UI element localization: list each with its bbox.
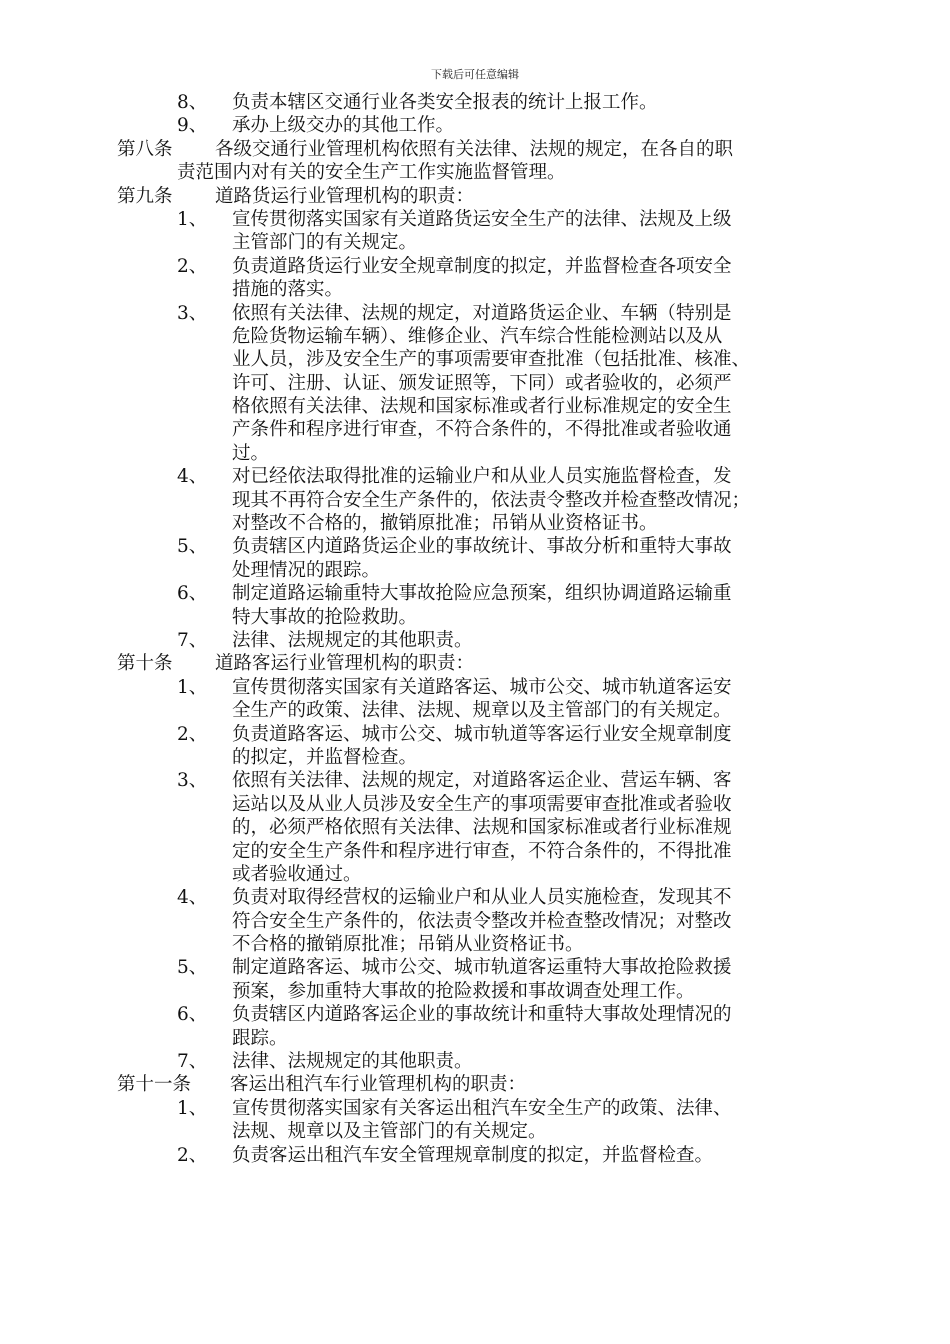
item-number: 6、 — [177, 1004, 208, 1026]
item-number: 1、 — [177, 208, 208, 230]
item-number: 3、 — [177, 302, 208, 324]
item-number: 5、 — [177, 957, 208, 979]
item-text: 预案，参加重特大事故的抢险救援和事故调查处理工作。 — [232, 980, 695, 1002]
item-text: 法律、法规规定的其他职责。 — [232, 1051, 473, 1073]
list-item-continuation — [0, 418, 950, 441]
list-item — [0, 769, 950, 792]
item-text: 主管部门的有关规定。 — [232, 232, 418, 254]
article-heading — [0, 1073, 950, 1096]
item-text: 宣传贯彻落实国家有关道路货运安全生产的法律、法规及上级 — [232, 208, 732, 230]
item-text: 法规、规章以及主管部门的有关规定。 — [232, 1121, 547, 1143]
list-item-continuation — [0, 933, 950, 956]
item-number: 9、 — [177, 115, 208, 137]
list-item-continuation — [0, 372, 950, 395]
item-text: 对已经依法取得批准的运输业户和从业人员实施监督检查，发 — [232, 466, 732, 488]
list-item-continuation — [0, 1027, 950, 1050]
article-label: 第九条 — [117, 185, 173, 207]
article-continuation — [0, 161, 950, 184]
item-text: 对整改不合格的，撤销原批准；吊销从业资格证书。 — [232, 513, 658, 535]
item-number: 2、 — [177, 255, 208, 277]
item-text: 法律、法规规定的其他职责。 — [232, 629, 473, 651]
item-number: 1、 — [177, 676, 208, 698]
list-item-continuation — [0, 910, 950, 933]
document-body — [0, 91, 950, 1167]
list-item — [0, 114, 950, 137]
list-item — [0, 302, 950, 325]
item-text: 定的安全生产条件和程序进行审查，不符合条件的，不得批准 — [232, 840, 732, 862]
item-text: 的，必须严格依照有关法律、法规和国家标准或者行业标准规 — [232, 817, 732, 839]
item-text: 处理情况的跟踪。 — [232, 559, 381, 581]
item-number: 3、 — [177, 770, 208, 792]
item-text: 负责本辖区交通行业各类安全报表的统计上报工作。 — [232, 92, 658, 113]
list-item — [0, 535, 950, 558]
item-text: 负责辖区内道路货运企业的事故统计、事故分析和重特大事故 — [232, 536, 732, 558]
item-number: 7、 — [177, 1051, 208, 1073]
list-item — [0, 582, 950, 605]
item-text: 过。 — [232, 442, 270, 464]
item-number: 6、 — [177, 583, 208, 605]
article-heading — [0, 185, 950, 208]
item-number: 7、 — [177, 629, 208, 651]
article-heading — [0, 138, 950, 161]
item-text: 许可、注册、认证、颁发证照等，下同）或者验收的，必须严 — [232, 372, 732, 394]
item-text: 运站以及从业人员涉及安全生产的事项需要审查批准或者验收 — [232, 793, 732, 815]
item-number: 4、 — [177, 887, 208, 909]
item-text: 危险货物运输车辆）、维修企业、汽车综合性能检测站以及从 — [232, 325, 723, 347]
article-label: 第十条 — [117, 653, 173, 675]
item-text: 全生产的政策、法律、法规、规章以及主管部门的有关规定。 — [232, 700, 732, 722]
list-item — [0, 1003, 950, 1026]
article-text: 各级交通行业管理机构依照有关法律、法规的规定，在各自的职 — [215, 138, 734, 160]
item-text: 制定道路客运、城市公交、城市轨道客运重特大事故抢险救援 — [232, 957, 732, 979]
item-text: 的拟定，并监督检查。 — [232, 746, 418, 768]
item-text: 不合格的撤销原批准；吊销从业资格证书。 — [232, 934, 584, 956]
item-text: 承办上级交办的其他工作。 — [232, 115, 455, 137]
list-item-continuation — [0, 793, 950, 816]
list-item — [0, 255, 950, 278]
item-text: 跟踪。 — [232, 1027, 288, 1049]
list-item-continuation — [0, 699, 950, 722]
item-number: 5、 — [177, 536, 208, 558]
list-item-continuation — [0, 1120, 950, 1143]
item-number: 8、 — [177, 92, 208, 113]
item-text: 业人员，涉及安全生产的事项需要审查批准（包括批准、核准、 — [232, 349, 751, 371]
list-item-continuation — [0, 348, 950, 371]
list-item — [0, 886, 950, 909]
page-header: 下载后可任意编辑 — [431, 68, 519, 81]
item-text: 或者验收通过。 — [232, 863, 362, 885]
list-item — [0, 1144, 950, 1167]
item-text: 现其不再符合安全生产条件的，依法责令整改并检查整改情况； — [232, 489, 751, 511]
article-text: 客运出租汽车行业管理机构的职责： — [230, 1074, 527, 1096]
item-text: 负责道路货运行业安全规章制度的拟定，并监督检查各项安全 — [232, 255, 732, 277]
item-number: 1、 — [177, 1097, 208, 1119]
item-text: 符合安全生产条件的，依法责令整改并检查整改情况；对整改 — [232, 910, 732, 932]
item-text: 负责辖区内道路客运企业的事故统计和重特大事故处理情况的 — [232, 1004, 732, 1026]
list-item-continuation — [0, 395, 950, 418]
list-item-continuation — [0, 442, 950, 465]
list-item — [0, 465, 950, 488]
article-text: 责范围内对有关的安全生产工作实施监督管理。 — [177, 162, 566, 184]
list-item — [0, 629, 950, 652]
item-text: 特大事故的抢险救助。 — [232, 606, 418, 628]
list-item-continuation — [0, 840, 950, 863]
list-item — [0, 723, 950, 746]
list-item — [0, 1050, 950, 1073]
list-item-continuation — [0, 231, 950, 254]
article-heading — [0, 652, 950, 675]
list-item-continuation — [0, 606, 950, 629]
list-item — [0, 208, 950, 231]
list-item — [0, 1097, 950, 1120]
item-text: 负责道路客运、城市公交、城市轨道等客运行业安全规章制度 — [232, 723, 732, 745]
list-item — [0, 676, 950, 699]
item-text: 负责客运出租汽车安全管理规章制度的拟定，并监督检查。 — [232, 1144, 714, 1166]
list-item-continuation — [0, 325, 950, 348]
item-number: 2、 — [177, 723, 208, 745]
list-item-continuation — [0, 746, 950, 769]
article-text: 道路客运行业管理机构的职责： — [215, 653, 475, 675]
item-number: 4、 — [177, 466, 208, 488]
item-text: 措施的落实。 — [232, 279, 344, 301]
list-item-continuation — [0, 816, 950, 839]
item-text: 宣传贯彻落实国家有关客运出租汽车安全生产的政策、法律、 — [232, 1097, 732, 1119]
item-text: 格依照有关法律、法规和国家标准或者行业标准规定的安全生 — [232, 396, 732, 418]
list-item-continuation — [0, 863, 950, 886]
item-text: 依照有关法律、法规的规定，对道路货运企业、车辆（特别是 — [232, 302, 732, 324]
item-text: 依照有关法律、法规的规定，对道路客运企业、营运车辆、客 — [232, 770, 732, 792]
list-item-continuation — [0, 489, 950, 512]
list-item-continuation — [0, 512, 950, 535]
list-item-continuation — [0, 278, 950, 301]
item-text: 制定道路运输重特大事故抢险应急预案，组织协调道路运输重 — [232, 583, 732, 605]
item-text: 宣传贯彻落实国家有关道路客运、城市公交、城市轨道客运安 — [232, 676, 732, 698]
list-item-continuation — [0, 980, 950, 1003]
item-text: 负责对取得经营权的运输业户和从业人员实施检查，发现其不 — [232, 887, 732, 909]
article-text: 道路货运行业管理机构的职责： — [215, 185, 475, 207]
item-text: 产条件和程序进行审查，不符合条件的，不得批准或者验收通 — [232, 419, 732, 441]
item-number: 2、 — [177, 1144, 208, 1166]
list-item — [0, 956, 950, 979]
article-label: 第八条 — [117, 138, 173, 160]
list-item-continuation — [0, 559, 950, 582]
list-item — [0, 91, 950, 114]
article-label: 第十一条 — [117, 1074, 192, 1096]
